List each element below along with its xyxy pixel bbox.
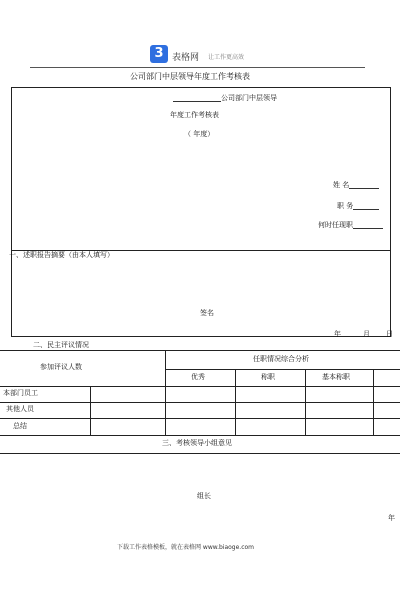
field-name-blank <box>349 180 379 189</box>
logo-slogan: 让工作更高效 <box>208 54 245 61</box>
field-position-label: 职 务 <box>337 202 354 210</box>
row-label-department-staff: 本部门员工 <box>3 389 38 397</box>
box-subtitle-line <box>173 93 277 102</box>
row-label-other-staff: 其他人员 <box>6 405 34 413</box>
field-name-label: 姓 名 <box>333 181 350 189</box>
col-participants-header: 参加评议人数 <box>40 363 82 371</box>
section2-title: 二、民主评议情况 <box>33 341 89 349</box>
table-header-bottom <box>0 386 400 387</box>
date-month: 月 <box>363 330 370 338</box>
field-position-row <box>337 201 379 210</box>
field-tenure-label: 何时任现职 <box>318 221 353 229</box>
table-col-line-1 <box>165 350 166 435</box>
field-tenure-row <box>318 220 383 229</box>
company-blank <box>173 93 221 102</box>
header-divider <box>30 67 365 68</box>
section1-title: 一、述职报告摘要（由本人填写） <box>9 251 114 259</box>
table-bottom-border <box>0 453 400 454</box>
date-day: 日 <box>386 330 393 338</box>
table-col-line-2 <box>90 386 91 435</box>
table-row-line-1 <box>0 402 400 403</box>
row-label-summary: 总结 <box>13 422 27 430</box>
col-analysis-header: 任职情况综合分析 <box>253 355 309 363</box>
box-subtitle: 公司部门中层领导 <box>221 94 277 102</box>
signature-label: 签名 <box>200 309 214 317</box>
box-title: 年度工作考核表 <box>170 111 219 119</box>
table-col-line-3 <box>235 369 236 435</box>
footer-text: 下载工作表格模板，就在表格网 www.biaoge.com <box>117 544 255 551</box>
page-title: 公司部门中层领导年度工作考核表 <box>130 72 250 81</box>
field-name-row <box>333 180 379 189</box>
section3-title: 三、考核领导小组意见 <box>162 439 232 447</box>
subheader-basic-competent: 基本称职 <box>322 373 350 381</box>
table-col-line-5 <box>373 369 374 435</box>
field-position-blank <box>353 201 379 210</box>
leader-year: 年 <box>388 514 395 522</box>
leader-label: 组长 <box>197 492 211 500</box>
year-note: （ 年度） <box>184 130 215 138</box>
assessment-box <box>11 87 391 337</box>
field-tenure-blank <box>353 220 383 229</box>
logo-name: 表格网 <box>172 53 200 63</box>
subheader-excellent: 优秀 <box>191 373 205 381</box>
table-top-border <box>0 350 400 351</box>
subheader-competent: 称职 <box>261 373 275 381</box>
table-header-split <box>165 369 400 370</box>
table-col-line-4 <box>305 369 306 435</box>
date-year: 年 <box>334 330 341 338</box>
biaoge-logo-icon: 3 <box>150 45 168 63</box>
table-row-line-2 <box>0 418 400 419</box>
table-row-line-3 <box>0 435 400 436</box>
